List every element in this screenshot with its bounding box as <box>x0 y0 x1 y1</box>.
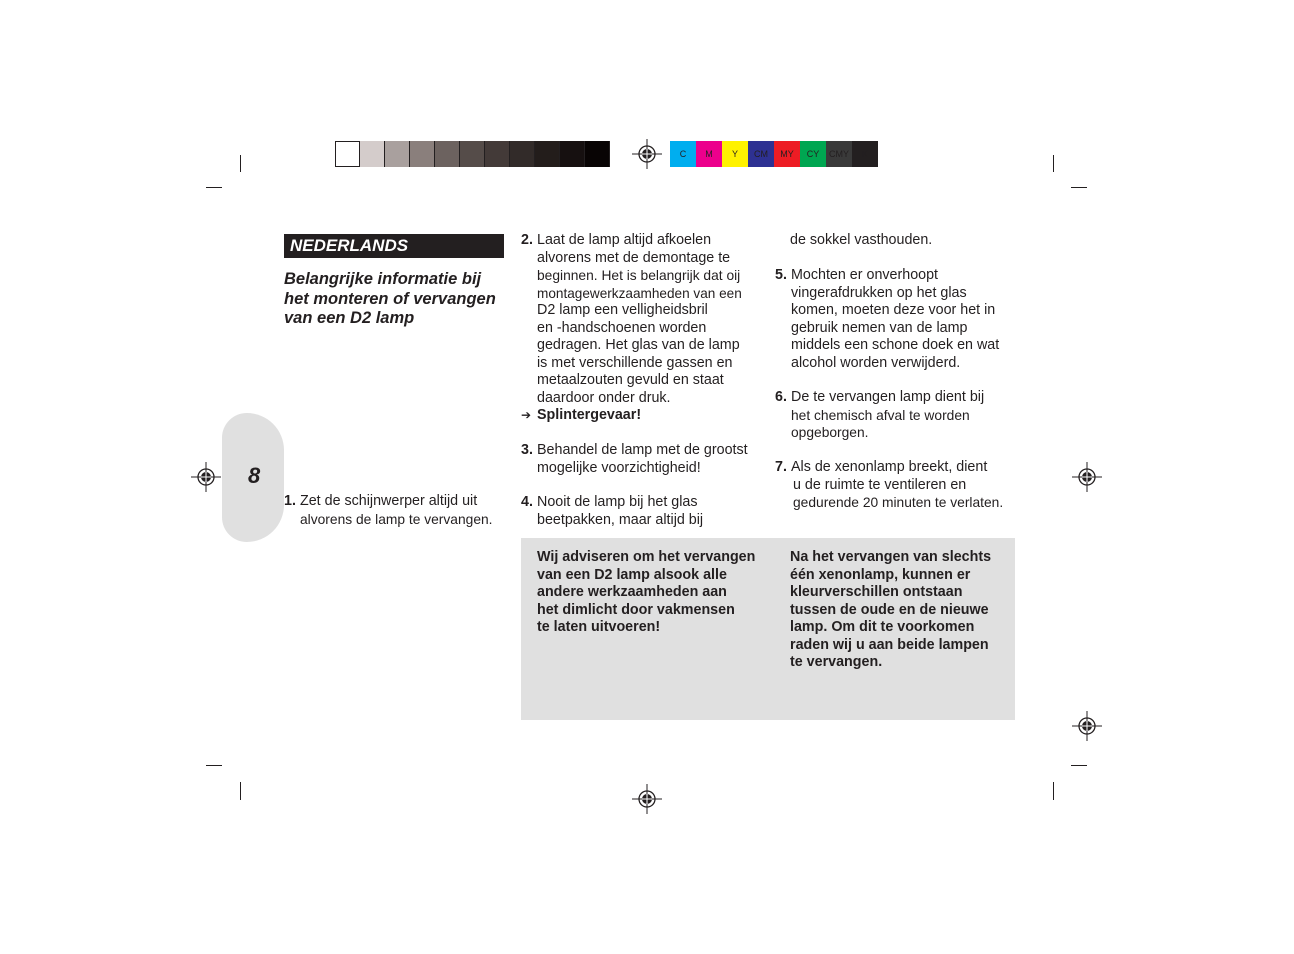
text-line: beetpakken, maar altijd bij <box>537 511 704 528</box>
text-line: het dimlicht door vakmensen <box>537 601 735 618</box>
text-line: andere werkzaamheden aan <box>537 584 727 600</box>
text-line: te laten uitvoeren! <box>537 619 661 635</box>
section-heading: Belangrijke informatie bij het monteren of vervangen van een D2 lamp <box>284 270 496 327</box>
crop-mark <box>1071 187 1087 188</box>
text-line: beginnen. Het is belangrijk dat oij <box>537 268 741 283</box>
warning-text: Splintergevaar! <box>537 407 642 423</box>
item-text <box>791 459 1003 512</box>
text-line: lamp. Om dit te voorkomen <box>790 619 975 635</box>
text-line: alcohol worden verwijderd. <box>791 354 961 371</box>
text-line: u de ruimte te ventileren en <box>793 476 967 493</box>
crop-mark <box>1053 155 1054 172</box>
item-number: 3. <box>521 442 533 458</box>
item-text <box>791 267 999 372</box>
text-line: daardoor onder druk. <box>537 389 671 406</box>
text-line: de sokkel vasthouden. <box>790 232 933 248</box>
arrow-icon: ➔ <box>521 408 532 422</box>
registration-mark-icon <box>1072 462 1102 492</box>
text-line: Wij adviseren om het vervangen <box>537 549 756 565</box>
text-line: van een D2 lamp alsook alle <box>537 566 727 583</box>
color-swatch: C <box>670 141 696 167</box>
page-number: 8 <box>248 463 261 488</box>
text-line: te vervangen. <box>790 654 883 670</box>
text-line: komen, moeten deze voor het in <box>791 302 996 318</box>
text-line: gedurende 20 minuten te verlaten. <box>793 495 1004 510</box>
color-swatch: M <box>696 141 722 167</box>
text-line: is met verschillende gassen en <box>537 354 733 371</box>
color-swatch: CM <box>748 141 774 167</box>
gray-step-swatch <box>460 141 485 167</box>
gray-step-swatch <box>585 141 610 167</box>
color-swatch: CY <box>800 141 826 167</box>
crop-mark <box>1071 765 1087 766</box>
text-line: montagewerkzaamheden van een <box>537 285 742 301</box>
text-line: mogelijke voorzichtigheid! <box>537 459 701 476</box>
crop-mark <box>206 765 222 766</box>
text-line: Laat de lamp altijd afkoelen <box>537 232 712 248</box>
item-number: 1. <box>284 493 296 509</box>
gray-step-swatch <box>510 141 535 167</box>
text-line: D2 lamp een velligheidsbril <box>537 302 708 318</box>
text-line: middels een schone doek en wat <box>791 337 1000 353</box>
item-number: 7. <box>775 459 787 475</box>
registration-mark-icon <box>1072 711 1102 741</box>
gray-step-swatch <box>360 141 385 167</box>
item-text <box>537 494 703 529</box>
text-line: vingerafdrukken op het glas <box>791 284 967 301</box>
text-line: tussen de oude en de nieuwe <box>790 601 989 618</box>
text-line: Behandel de lamp met de grootst <box>537 442 748 458</box>
text-line: alvorens de lamp te vervangen. <box>300 511 493 527</box>
text-line: Nooit de lamp bij het glas <box>537 494 698 510</box>
item-text <box>537 232 742 407</box>
item-text <box>300 493 493 528</box>
gray-step-swatch <box>385 141 410 167</box>
text-line: gebruik nemen van de lamp <box>791 319 968 336</box>
text-line: Na het vervangen van slechts <box>790 549 992 565</box>
gray-step-swatch <box>410 141 435 167</box>
gray-step-swatch <box>435 141 460 167</box>
color-swatch: Y <box>722 141 748 167</box>
registration-mark-icon <box>632 784 662 814</box>
text-line: raden wij u aan beide lampen <box>790 636 989 653</box>
gray-step-swatch <box>335 141 360 167</box>
text-line: en -handschoenen worden <box>537 319 707 336</box>
color-swatch: K <box>852 141 878 167</box>
text-line: alvorens met de demontage te <box>537 249 731 266</box>
item-number: 6. <box>775 389 787 405</box>
registration-mark-icon <box>632 139 662 169</box>
crop-mark <box>240 782 241 800</box>
text-line: gedragen. Het glas van de lamp <box>537 337 740 353</box>
item-number: 2. <box>521 232 533 248</box>
text-line: één xenonlamp, kunnen er <box>790 566 971 583</box>
crop-mark <box>1053 782 1054 800</box>
color-swatch: CMY <box>826 141 852 167</box>
language-label: NEDERLANDS <box>284 234 504 258</box>
gray-step-swatch <box>560 141 585 167</box>
text-line: het chemisch afval te worden <box>791 407 970 423</box>
text-line: Zet de schijnwerper altijd uit <box>300 493 478 509</box>
gray-step-swatch <box>485 141 510 167</box>
note-left <box>537 549 772 637</box>
item-number: 4. <box>521 494 533 510</box>
text-line: Als de xenonlamp breekt, dient <box>791 459 988 475</box>
text-line: Mochten er onverhoopt <box>791 267 939 283</box>
text-line: De te vervangen lamp dient bij <box>791 389 985 405</box>
item-number: 5. <box>775 267 787 283</box>
crop-mark <box>206 187 222 188</box>
continuation-text <box>790 232 1020 250</box>
item-text <box>537 442 748 477</box>
text-line: kleurverschillen ontstaan <box>790 584 963 600</box>
color-swatch: MY <box>774 141 800 167</box>
note-right <box>790 549 1015 672</box>
item-text <box>791 389 984 442</box>
registration-mark-icon <box>191 462 221 492</box>
text-line: opgeborgen. <box>791 425 869 440</box>
gray-step-bar <box>335 141 610 167</box>
crop-mark <box>240 155 241 172</box>
text-line: metaalzouten gevuld en staat <box>537 372 724 388</box>
gray-step-swatch <box>535 141 560 167</box>
color-control-bar <box>670 141 878 167</box>
